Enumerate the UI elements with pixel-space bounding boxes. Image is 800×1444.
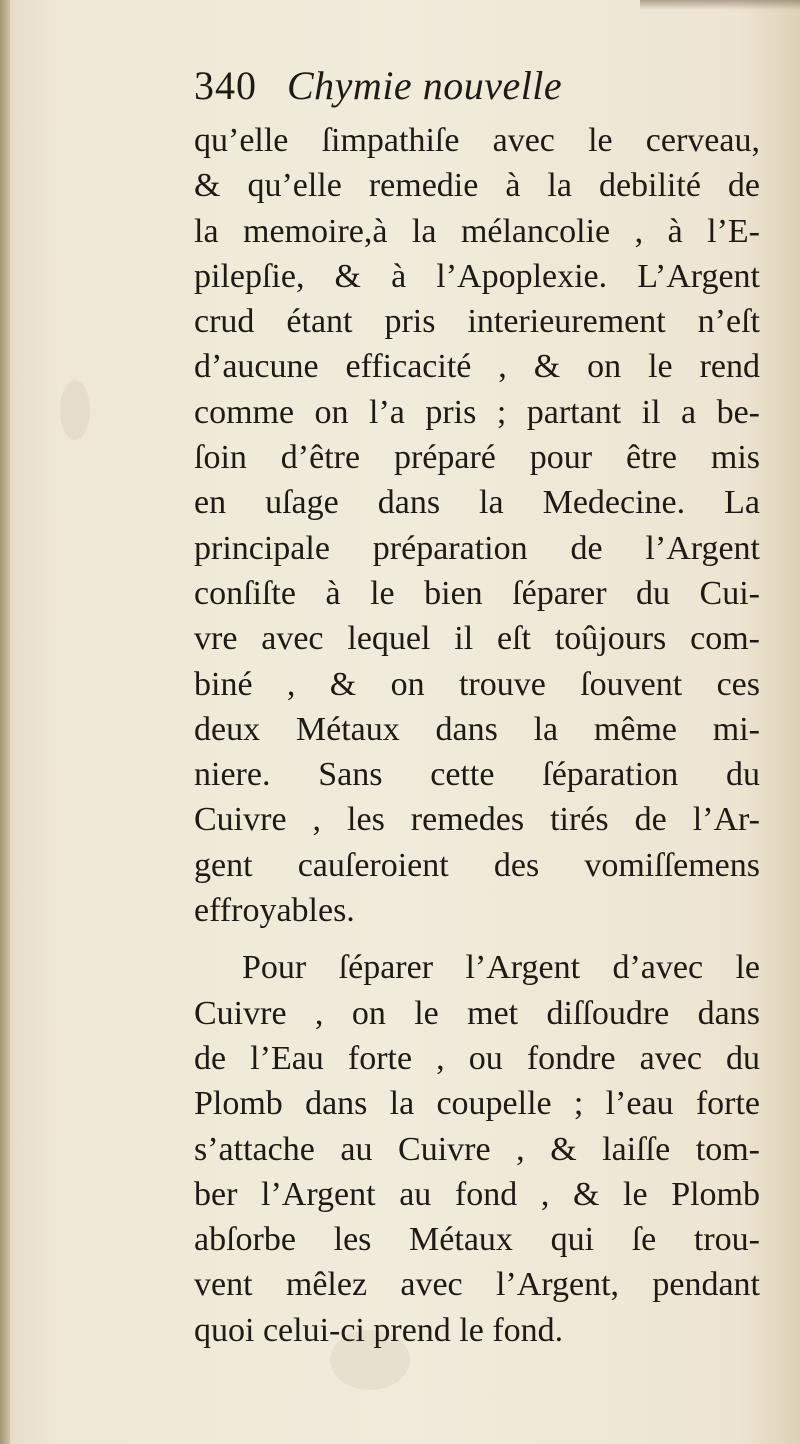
paper-stain [60,380,90,440]
text-line: abſorbe les Métaux qui ſe trou- [194,1221,760,1259]
paragraph-gap [194,933,760,945]
text-line: ſoin d’être préparé pour être mis [194,439,760,477]
text-line: conſiſte à le bien ſéparer du Cui- [194,574,760,612]
text-line: vre avec lequel il eſt toûjours com- [194,620,760,658]
text-line: vent mêlez avec l’Argent, pendant [194,1266,760,1304]
text-line: crud étant pris interieurement n’eſt [194,303,760,341]
text-line: Cuivre , on le met diſſoudre dans [194,994,760,1032]
text-line: Cuivre , les remedes tirés de l’Ar- [194,801,760,839]
paragraph-2 [194,945,760,1353]
text-line: Plomb dans la coupelle ; l’eau forte [194,1085,760,1123]
text-line: quoi celui-ci prend le fond. [194,1311,564,1349]
text-line: la memoire,à la mélancolie , à l’E- [194,212,760,250]
text-line: & qu’elle remedie à la debilité de [194,167,760,205]
running-title: Chymie nouvelle [287,63,563,108]
text-line: effroyables. [194,892,355,930]
text-line: en uſage dans la Medecine. La [194,484,760,522]
text-line: ber l’Argent au fond , & le Plomb [194,1175,760,1213]
text-line: biné , & on trouve ſouvent ces [194,665,760,703]
text-line: qu’elle ſimpathiſe avec le cerveau, [194,122,760,159]
text-line: s’attache au Cuivre , & laiſſe tom- [194,1130,760,1168]
text-line: d’aucune efficacité , & on le rend [194,348,760,386]
text-line: de l’Eau forte , ou fondre avec du [194,1039,760,1077]
text-line: Pour ſéparer l’Argent d’avec le [242,949,760,987]
text-line: principale préparation de l’Argent [194,529,760,567]
text-line: deux Métaux dans la même mi- [194,710,760,748]
text-line: gent cauſeroient des vomiſſemens [194,846,760,884]
page-number: 340 [194,63,257,108]
text-line: niere. Sans cette ſéparation du [194,756,760,794]
text-line: pilepſie, & à l’Apoplexie. L’Argent [194,257,760,295]
paragraph-1 [194,118,760,933]
text-line: comme on l’a pris ; partant il a be- [194,393,760,431]
page-header [194,62,754,112]
body-text [194,118,760,1353]
